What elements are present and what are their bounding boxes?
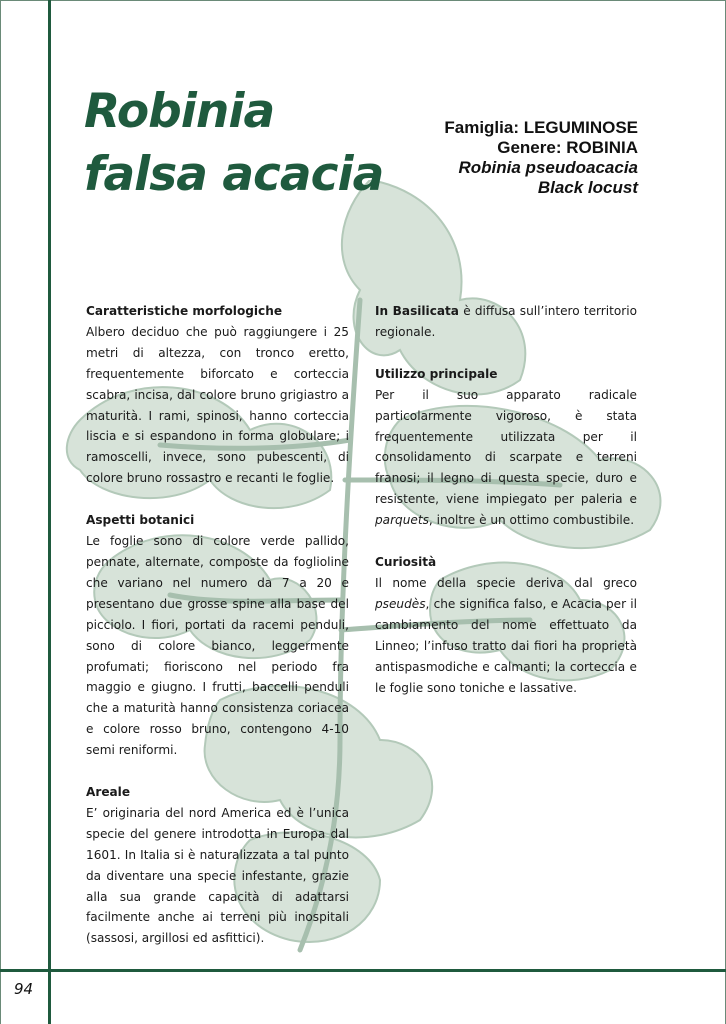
english-name: Black locust xyxy=(537,178,638,197)
section-botanical xyxy=(86,510,349,761)
section-title: Areale xyxy=(86,785,131,800)
section-title: Utilizzo principale xyxy=(375,366,498,381)
use-text-b: , inoltre è un ottimo combustibile. xyxy=(428,513,635,528)
section-range xyxy=(86,782,349,949)
right-column xyxy=(375,301,637,719)
section-text: Albero deciduo che può raggiungere i 25 metri di altezza, con tronco eretto, frequentemente biforcato e corteccia scabra, incisa, dal colore bruno grigiastro a maturità. I rami, spinosi, hanno corteccia liscia e si espandono in forma globulare; i ramoscelli, invece, sono pubescenti, di colore bruno rossastro e recanti le foglie. xyxy=(86,324,349,486)
section-title: Aspetti botanici xyxy=(86,513,195,528)
section-text: E’ originaria del nord America ed è l’unica specie del genere introdotta in Europa dal 1601. In Italia si è naturalizzata a tal punto da diventare una specie infestante, grazie alla sua grande capacità di adattarsi facilmente anche ai terreni più inospitali (sassosi, argillosi ed asfittici). xyxy=(86,805,349,946)
section-text: Le foglie sono di colore verde pallido, pennate, alternate, composte da foglioline che variano nel numero da 7 a 20 e presentano due grosse spine alla base del picciolo. I fiori, portati da racemi penduli, sono di colore bianco, leggermente profumati; fioriscono nel periodo fra maggio e giugno. I frutti, baccelli penduli che a maturità hanno consistenza coriacea e colore rosso bruno, contengono 4-10 semi reniformi. xyxy=(86,534,349,758)
curiosity-text-b: , che significa falso, e Acacia per il cambiamento del nome effettuato da Linneo; l’infuso tratto dai fiori ha proprietà antispasmodiche e calmanti; la corteccia e le foglie sono toniche e lassative. xyxy=(375,596,637,695)
section-main-use xyxy=(375,364,637,531)
use-text-a: Per il suo apparato radicale particolarmente vigoroso, è stata frequentemente utilizzata per il consolidamento di scarpate e terreni franosi; il legno di questa specie, duro e resistente, viene impiegato per paleria e xyxy=(375,387,637,507)
section-text xyxy=(375,385,637,531)
title-line-2: falsa acacia xyxy=(84,147,384,202)
section-curiosity xyxy=(375,552,637,698)
section-title: Caratteristiche morfologiche xyxy=(86,304,283,318)
page-number: 94 xyxy=(14,980,34,998)
use-italic-term: parquets xyxy=(375,513,429,528)
left-column xyxy=(86,301,349,970)
section-title: Curiosità xyxy=(375,555,437,570)
family-label: Famiglia: LEGUMINOSE xyxy=(444,118,638,137)
section-text xyxy=(375,573,637,698)
title-line-1: Robinia xyxy=(84,84,275,139)
curiosity-text-a: Il nome della specie deriva dal greco xyxy=(375,575,637,590)
scientific-name: Robinia pseudoacacia xyxy=(458,158,638,177)
curiosity-italic-term: pseudès xyxy=(375,596,426,611)
basilicata-lead: In Basilicata xyxy=(375,304,459,318)
genus-label: Genere: ROBINIA xyxy=(497,138,638,157)
basilicata-text: è diffusa sull’intero territorio regionale. xyxy=(375,304,637,339)
page-title xyxy=(84,80,383,206)
page-border-left xyxy=(0,0,1,1024)
section-basilicata xyxy=(375,301,637,343)
page-border-top xyxy=(0,0,726,1)
section-morphology xyxy=(86,301,349,489)
taxonomy-block xyxy=(444,118,638,198)
